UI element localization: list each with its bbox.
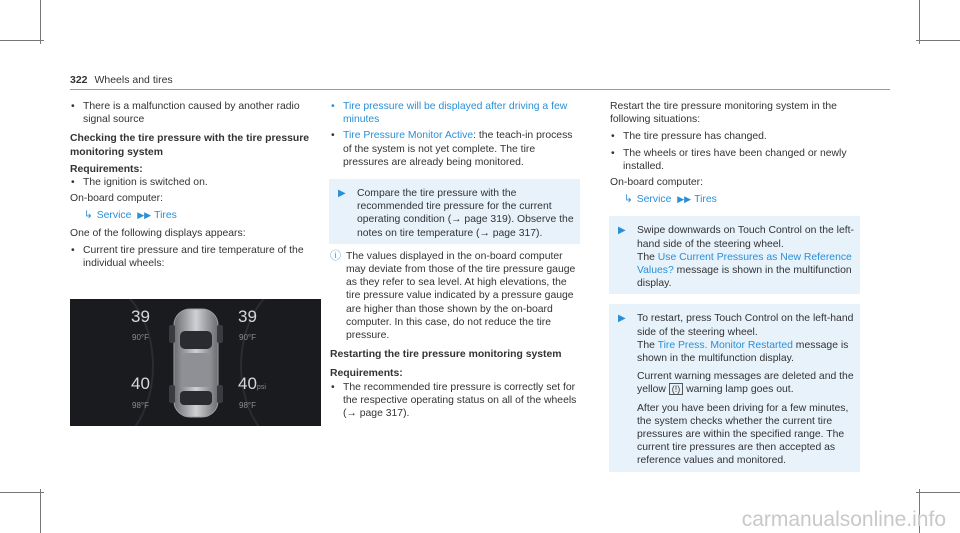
car-top-view-icon: [168, 305, 224, 421]
requirements-label-2: Requirements:: [330, 368, 403, 380]
the-text: The: [637, 251, 658, 263]
rear-left-pressure: 40: [131, 374, 150, 393]
front-right-pressure: 39: [238, 307, 257, 326]
crop-mark: [0, 492, 44, 493]
heading-checking: Checking the tire pressure with the tire pressure monitoring system: [70, 133, 310, 158]
link-monitor-active[interactable]: Tire Pressure Monitor Active: [343, 130, 474, 142]
column-3: [610, 100, 860, 478]
column-2: [330, 100, 580, 423]
menu-enter-icon: ↳: [624, 194, 633, 206]
step-compare: ▶ Compare the tire pressure with the recommended tire pressure for the current operating condition (→ page 319). Observe the notes on tire temperature (→ page 317).: [329, 179, 580, 244]
menu-path: [70, 209, 320, 222]
heading-restarting: Restarting the tire pressure monitoring system: [330, 349, 562, 361]
rear-left-temp: 98°F: [132, 401, 149, 410]
bullet-current-pressure: • Current tire pressure and tire temperature of the individual wheels:: [70, 244, 320, 270]
warning-text-2: warning lamp goes out.: [683, 384, 794, 396]
bullet-wheels-changed: • The wheels or tires have been changed or newly installed.: [610, 147, 860, 173]
bullet-recommended: • The recommended tire pressure is correctly set for the respective operating status on all of the wheels (→ page 317).: [330, 381, 580, 421]
rear-right-value: 40: [238, 374, 257, 393]
crop-mark: [40, 489, 41, 533]
restart-press-text: ▶ To restart, press Touch Control on the left-hand side of the steering wheel.: [637, 313, 854, 338]
menu-service[interactable]: Service: [96, 210, 132, 222]
link-monitor-restarted[interactable]: Tire Press. Monitor Restarted: [657, 339, 793, 351]
crop-mark: [0, 40, 44, 41]
after-driving-text: After you have been driving for a few minutes, the system checks whether the current tire pressures are within the specified range. The current tire pressures are then accepted as reference values and monitored.: [637, 402, 849, 467]
link-displayed-after-driving[interactable]: • Tire pressure will be displayed after driving a few minutes: [330, 100, 580, 126]
page-number: 322: [70, 74, 88, 86]
menu-path-2: [610, 193, 860, 206]
page-header: [70, 74, 173, 87]
restarted-message: [637, 339, 856, 365]
requirements-label: Requirements:: [70, 163, 143, 175]
crop-mark: [40, 0, 41, 44]
use-current-rest: message is shown in the multifunction display.: [637, 265, 852, 290]
swipe-text: ▶ Swipe downwards on Touch Control on the left-hand side of the steering wheel.: [637, 225, 854, 250]
menu-tires[interactable]: Tires: [154, 210, 177, 222]
menu-tires-2[interactable]: Tires: [694, 194, 717, 206]
use-current-message: [637, 251, 856, 291]
front-left-temp: 90°F: [132, 333, 149, 342]
rear-right-temp: 98°F: [239, 401, 256, 410]
note-values: [330, 250, 580, 342]
warning-text: [637, 370, 856, 396]
crop-mark: [919, 0, 920, 44]
watermark: carmanualsonline.info: [741, 507, 946, 531]
onboard-label-2: On-board computer:: [610, 177, 703, 189]
bullet-pressure-changed: • The tire pressure has changed.: [610, 130, 860, 143]
warning-text-1: Current warning messages are deleted and the yellow: [637, 371, 854, 396]
tire-pressure-display-image: [70, 299, 321, 426]
step-swipe: [609, 216, 860, 294]
displays-intro: One of the following displays appears:: [70, 227, 246, 239]
front-left-pressure: 39: [131, 307, 150, 326]
rear-right-pressure: [238, 374, 266, 394]
tire-warning-lamp-icon: (!): [669, 383, 684, 395]
restarted-rest: message is shown in the multifunction display.: [637, 339, 849, 365]
psi-unit: psi: [256, 384, 266, 391]
crop-mark: [916, 40, 960, 41]
front-right-temp: 90°F: [239, 333, 256, 342]
restart-intro: Restart the tire pressure monitoring system in the following situations:: [610, 101, 837, 126]
bullet-malfunction: • There is a malfunction caused by another radio signal source: [70, 100, 320, 126]
step-restart: [609, 304, 860, 471]
menu-enter-icon: ↳: [84, 210, 93, 222]
menu-service-2[interactable]: Service: [636, 194, 672, 206]
link-use-current[interactable]: Use Current Pressures as New Reference Values?: [637, 251, 852, 277]
double-arrow-icon: ▶▶: [137, 210, 152, 221]
the-text: The: [637, 339, 658, 351]
double-arrow-icon: ▶▶: [677, 194, 692, 205]
column-1: [70, 100, 320, 273]
crop-mark: [916, 492, 960, 493]
bullet-ignition: • The ignition is switched on.: [70, 176, 320, 189]
info-icon: ⓘ: [330, 249, 341, 262]
header-rule: [70, 89, 890, 90]
page-title: Wheels and tires: [94, 74, 173, 86]
note-text: The values displayed in the on-board computer may deviate from those of the tire pressure gauge as they refer to sea level. At high elevations, the tire pressure value indicated by a pressure gauge are higher than those shown by the on-board computer. In this case, do not reduce the tire pressure.: [346, 250, 576, 342]
onboard-label: On-board computer:: [70, 193, 163, 205]
monitor-active-text: : the teach-in process of the system is not yet complete. The tire pressures are already being monitored.: [343, 130, 573, 168]
bullet-monitor-active: [330, 129, 580, 169]
